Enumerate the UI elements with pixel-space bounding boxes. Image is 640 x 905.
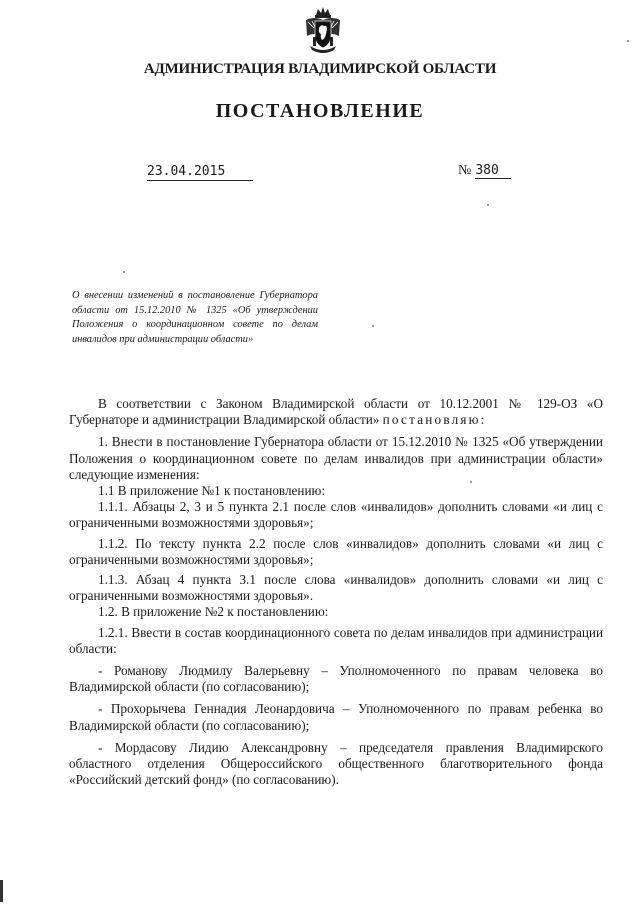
number-sign: № — [458, 163, 472, 178]
paragraph-1-1-1: 1.1.1. Абзацы 2, 3 и 5 пункта 2.1 после слов «инвалидов» дополнить словами «и лиц с ограниченными возможностями здоровья»; — [69, 499, 603, 531]
scan-speck — [372, 325, 374, 327]
number-value: 380 — [475, 163, 511, 179]
paragraph-1-1: 1.1 В приложение №1 к постановлению: — [98, 483, 326, 499]
scan-edge-mark — [0, 880, 3, 902]
paragraph-1: 1. Внести в постановление Губернатора области от 15.12.2010 № 1325 «Об утверждении Положения о координационном совете по делам инвалидов при администрации области» следующие изменения: — [69, 434, 603, 482]
scan-speck — [123, 271, 125, 273]
member-item-1: - Романову Людмилу Валерьевну – Уполномоченного по правам человека во Владимирской области (по согласованию); — [69, 663, 603, 695]
document-body — [69, 396, 603, 788]
document-subject: О внесении изменений в постановление Губернатора области от 15.12.2010 № 1325 «Об утверждении Положения о координационном совете по делам инвалидов при администрации области» — [72, 290, 318, 345]
member-item-2: - Прохорычева Геннадия Леонардовича – Уполномоченного по правам ребенка во Владимирской области (по согласованию); — [69, 701, 603, 733]
scan-speck — [627, 40, 629, 42]
decree-word: постановляю: — [382, 412, 487, 428]
scan-speck — [470, 481, 472, 483]
organization-name: АДМИНИСТРАЦИЯ ВЛАДИМИРСКОЙ ОБЛАСТИ — [143, 61, 497, 77]
paragraph-1-1-2: 1.1.2. По тексту пункта 2.2 после слов «инвалидов» дополнить словами «и лиц с ограниченными возможностями здоровья»; — [69, 535, 603, 567]
paragraph-1-2-1: 1.2.1. Ввести в состав координационного совета по делам инвалидов при администрации области: — [69, 624, 603, 656]
document-date: 23.04.2015 — [147, 164, 253, 181]
preamble-paragraph — [69, 396, 603, 428]
paragraph-1-1-3: 1.1.3. Абзац 4 пункта 3.1 после слова «инвалидов» дополнить словами «и лиц с ограниченными возможностями здоровья». — [69, 572, 603, 604]
member-item-3: - Мордасову Лидию Александровну – председателя правления Владимирского областного отделения Общероссийского общественного благотворительного фонда «Российский детский фонд» (по согласованию). — [69, 739, 603, 788]
paragraph-1-2: 1.2. В приложение №2 к постановлению: — [98, 604, 329, 620]
scan-speck — [487, 204, 489, 206]
coat-of-arms-icon — [304, 6, 342, 54]
document-number — [458, 163, 511, 179]
document-type-title: ПОСТАНОВЛЕНИЕ — [215, 100, 425, 122]
preamble-text: В соответствии с Законом Владимирской области от 10.12.2001 № 129-ОЗ «О Губернаторе и администрации Владимирской области» — [69, 396, 603, 428]
